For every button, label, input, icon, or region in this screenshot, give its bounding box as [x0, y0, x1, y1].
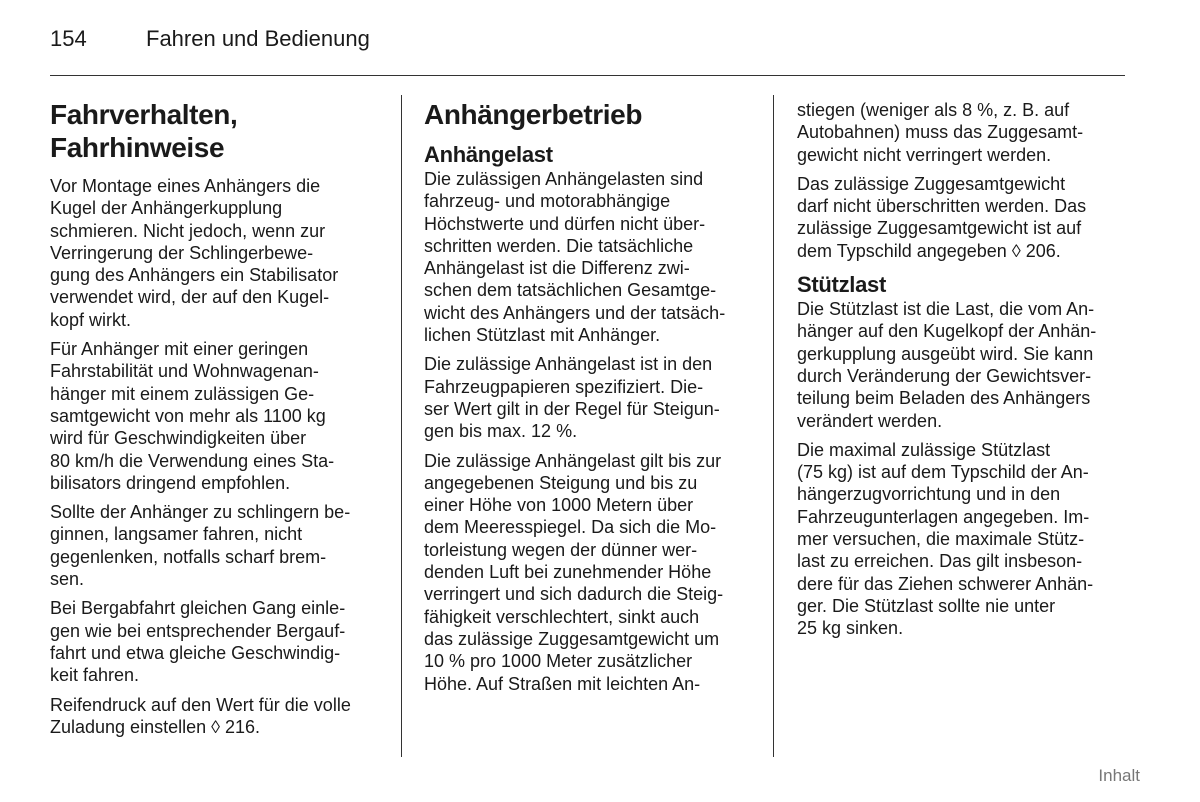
paragraph: Sollte der Anhänger zu schlingern be- ginnen, langsamer fahren, nicht gegenlenken, notfalls scharf brem- sen. — [50, 502, 351, 590]
paragraph: Die Stützlast ist die Last, die vom An- hänger auf den Kugelkopf der Anhän- gerkupplung ausgeübt wird. Sie kann durch Veränderung der Gewichtsver- teilung beim Beladen des Anhängers verändert werden. — [797, 299, 1097, 431]
section-heading-line1: Fahrverhalten, — [50, 99, 238, 130]
column-right — [797, 95, 1142, 647]
column-middle — [424, 95, 769, 702]
paragraph: Die zulässigen Anhängelasten sind fahrzeug- und motorabhängige Höchstwerte und dürfen nicht über- schritten werden. Die tatsächliche Anhängelast ist die Differenz zwi- schen dem tatsächlichen Gesamtge- wicht des Anhängers und der tatsäch- lichen Stützlast mit Anhänger. — [424, 169, 726, 346]
paragraph: Bei Bergabfahrt gleichen Gang einle- gen wie bei entsprechender Bergauf- fahrt und etwa gleiche Geschwindig- keit fahren. — [50, 598, 346, 686]
paragraph: Die zulässige Anhängelast gilt bis zur angegebenen Steigung und bis zu einer Höhe von 1000 Metern über dem Meeresspiegel. Da sich die Mo- torleistung wegen der dünner wer- denden Luft bei zunehmender Höhe verringert und sich dadurch die Steig- fähigkeit verschlechtert, sinkt auch das zulässige Zuggesamtgewicht um 10 % pro 1000 Meter zusätzlicher Höhe. Auf Straßen mit leichten An- — [424, 450, 724, 694]
column-divider — [773, 95, 774, 757]
paragraph: Die maximal zulässige Stützlast (75 kg) ist auf dem Typschild der An- hängerzugvorrichtung und in den Fahrzeugunterlagen angegeben. Im- mer versuchen, die maximale Stütz- last zu erreichen. Das gilt insbeson- dere für das Ziehen schwerer Anhän- ger. Die Stützlast sollte nie unter 25 kg sinken. — [797, 439, 1094, 639]
contents-link[interactable]: Inhalt — [1098, 766, 1140, 785]
paragraph: Für Anhänger mit einer geringen Fahrstabilität und Wohnwagenan- hänger mit einem zulässigen Ge- samtgewicht von mehr als 1100 kg wird für Geschwindigkeiten über 80 km/h die Verwendung eines Sta- bilisators dringend empfohlen. — [50, 339, 335, 493]
paragraph: Die zulässige Anhängelast ist in den Fahrzeugpapieren spezifiziert. Die- ser Wert gilt in der Regel für Steigun- gen bis max. 12 %. — [424, 354, 720, 442]
paragraph-with-page-reference: Reifendruck auf den Wert für die volle Zuladung einstellen ◊ 216. — [50, 694, 351, 737]
paragraph-with-page-reference: Das zulässige Zuggesamtgewicht darf nicht überschritten werden. Das zulässige Zuggesamtgewicht ist auf dem Typschild angegeben ◊ 206. — [797, 173, 1087, 261]
subsection-heading: Anhängelast — [424, 142, 553, 167]
header-rule — [50, 75, 1125, 76]
paragraph: stiegen (weniger als 8 %, z. B. auf Autobahnen) muss das Zuggesamt- gewicht nicht verringert werden. — [797, 100, 1084, 165]
page-header — [50, 26, 370, 58]
section-heading-line2: Fahrhinweise — [50, 132, 225, 163]
paragraph: Vor Montage eines Anhängers die Kugel der Anhängerkupplung schmieren. Nicht jedoch, wenn zur Verringerung der Schlingerbewe- gung des Anhängers ein Stabilisator verwendet wird, der auf den Kugel- kopf wirkt. — [50, 176, 339, 330]
page-number: 154 — [50, 26, 87, 51]
column-left — [50, 95, 395, 745]
section-title: Fahren und Bedienung — [146, 26, 370, 51]
section-heading: Anhängerbetrieb — [424, 99, 643, 130]
subsection-heading: Stützlast — [797, 272, 886, 298]
column-divider — [401, 95, 402, 757]
